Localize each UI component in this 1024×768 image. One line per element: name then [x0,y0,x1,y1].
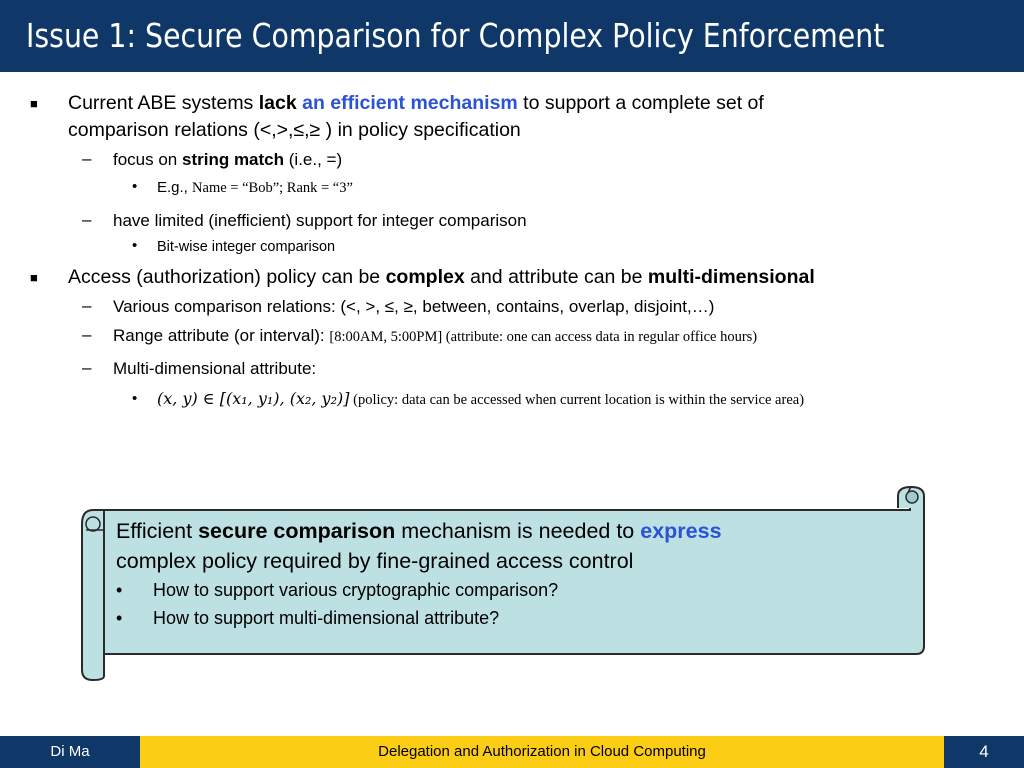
square-bullet-icon: ■ [30,96,38,111]
example-label: E.g., [157,179,193,196]
footer [0,736,1024,768]
bullet-2-sub-3: Multi-dimensional attribute: [113,359,317,378]
bullet-1-sub-2-detail: Bit-wise integer comparison [157,239,336,255]
bullet-1-sub-2: have limited (inefficient) support for integer comparison [113,211,527,230]
bullet-1-line2: comparison relations (<,>,≤,≥ ) in policy specification [68,119,521,141]
scroll-callout-text [116,516,906,576]
dot-bullet-icon: • [132,178,138,195]
square-bullet-icon: ■ [30,270,38,285]
scroll-express: express [640,519,722,543]
dot-bullet-icon: • [116,608,123,628]
bullet-2-sub-1: Various comparison relations: (<, >, ≤, ≥, between, contains, overlap, disjoint,…) [113,297,715,316]
dash-bullet-icon: – [82,149,92,168]
formula-note: (policy: data can be accessed when current location is within the service area) [349,392,805,408]
bullet-2-complex: complex [385,266,465,288]
dot-bullet-icon: • [116,580,123,600]
sub-1-bold: string match [182,150,285,169]
scroll-bold: secure comparison [198,519,396,543]
bullet-2-middle: and attribute can be [464,266,648,288]
sub-1-suffix: (i.e., =) [284,150,343,169]
slide-title: Issue 1: Secure Comparison for Complex Policy Enforcement [26,16,885,55]
dot-bullet-icon: • [132,237,138,254]
dash-bullet-icon: – [82,296,92,315]
bullet-1-lack: lack [258,92,297,114]
bullet-1-suffix: to support a complete set of [517,92,764,114]
dot-bullet-icon: • [132,390,138,407]
sub-1-prefix: focus on [113,150,182,169]
bullet-2-multi: multi-dimensional [647,266,815,288]
slide-number: 4 [944,736,1024,768]
location-formula: (x, y) ∈ [(x₁, y₁), (x₂, y₂)] [157,389,350,408]
dash-bullet-icon: – [82,358,92,377]
footer-author: Di Ma [0,736,140,768]
scroll-middle: mechanism is needed to [395,519,641,543]
bullet-2-prefix: Access (authorization) policy can be [68,266,386,288]
dash-bullet-icon: – [82,325,92,344]
scroll-prefix: Efficient [116,519,199,543]
scroll-bullet-1: How to support various cryptographic comparison? [153,580,559,600]
dash-bullet-icon: – [82,210,92,229]
scroll-bullet-2: How to support multi-dimensional attribute? [153,608,500,628]
bullet-1-mechanism: an efficient mechanism [296,92,518,114]
range-value: [8:00AM, 5:00PM] (attribute: one can access data in regular office hours) [329,329,758,345]
footer-title: Delegation and Authorization in Cloud Computing [140,736,944,768]
scroll-line2: complex policy required by fine-grained access control [116,549,634,573]
range-label: Range attribute (or interval): [113,326,330,345]
example-value: Name = “Bob”; Rank = “3” [192,180,353,196]
bullet-1-prefix: Current ABE systems [68,92,259,114]
